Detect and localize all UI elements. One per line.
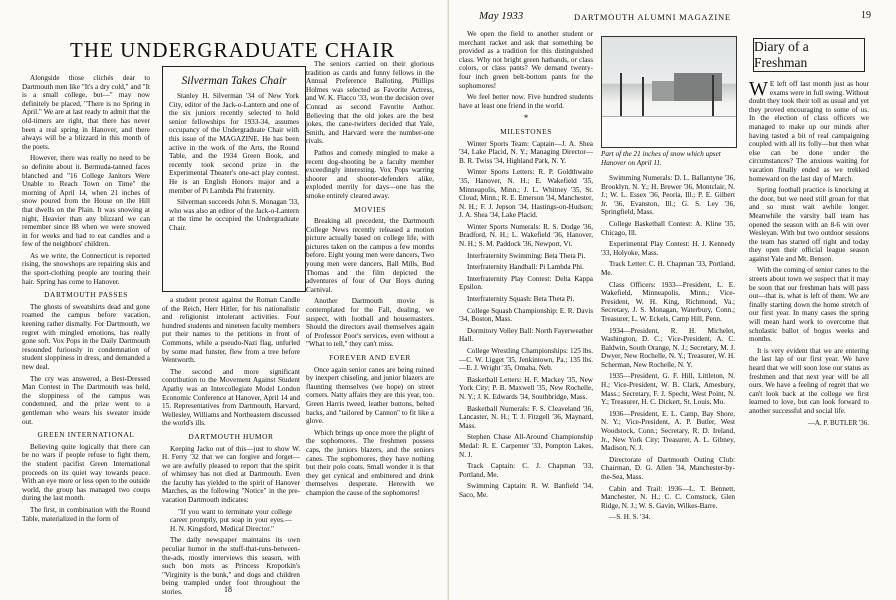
magazine-name: DARTMOUTH ALUMNI MAGAZINE bbox=[574, 12, 731, 22]
quote: "If you want to terminate your college career promptly, put soap in your eyes.—H. N. Kingsford, Medical Director." bbox=[170, 507, 292, 533]
snow-photo bbox=[601, 36, 737, 148]
list-item: Swimming Captain: R. W. Banfield '34, Saco, Me. bbox=[459, 482, 593, 499]
list-item: Cabin and Trail: 1936—L. T. Bennett, Manchester, N. H.; C. C. Comstock, Glen Ridge, N. J.; W. S. Gavin, Wilkes-Barre. bbox=[601, 484, 735, 510]
section-heading: FOREVER AND EVER bbox=[329, 353, 411, 362]
paragraph: Alongside those clichés dear to Dartmouth men like "It's a dry cold," and "It is a small college, but—" may now definitely be placed, "There is no Spring in April." We are at last ready to admit that the old-timers are right, that there has never been a real spring in Hanover, and there always will be a blizzard in this month of the poets. bbox=[22, 74, 150, 151]
list-item: Swimming Numerals: D. L. Ballantyne '36, Brooklyn, N. Y.; H. Brewer '36, Montclair, N. J.; W. L. Essex '36, Peoria, Ill.; P. E. Gilbert Jr. '36, Evanston, Ill.; G. S. Ley '36, Springfield, Mass. bbox=[601, 174, 735, 217]
list-item: 1935—President, G. F. Hill, Littleton, N. H.; Vice-President, W. B. Clark, Amesbury, Mass.; Secretary, F. J. Specht, West Point, N. Y.; Treasurer, H. C. Dickert, St. Louis, Mo. bbox=[601, 372, 735, 407]
list-item: Interfraternity Play Contest: Delta Kappa Epsilon. bbox=[459, 274, 593, 292]
list-item: College Basketball Contest: A. Kline '35, Chicago, Ill. bbox=[601, 219, 735, 237]
list-item: Winter Sports Team: Captain—J. A. Shea '34, Lake Placid, N. Y.; Managing Director—B. R. Twiss '34, Highland Park, N. Y. bbox=[459, 139, 593, 165]
paragraph-text: E left off last month just as hour exams were in full swing. Without doubt they took their toll as usual and yet they proved encouraging to some of us. In the election of class officers we managed to make up our minds after having tasted a bit of real campaigning coupled with all its folly—but then what else can be done under the circumstances? The anxious waiting for vacation finally ended as we trekked homeward on the last day of March. bbox=[749, 80, 869, 183]
list-item: Dormitory Volley Ball: North Fayerweather Hall. bbox=[459, 326, 593, 344]
paragraph: a student protest against the Roman Candle of the Reich, Herr Hitler, for his nationalistic and religionist intolerant activities. Four hundred students and nineteen faculty members put their names to the petitions in front of Commons, while a pseudo-Nazi flag, unfurled by some mad funster, flew from a tree before Wentworth. bbox=[162, 296, 300, 365]
section-heading: DARTMOUTH PASSES bbox=[44, 290, 128, 300]
milestones-list bbox=[459, 140, 593, 500]
right-column-3 bbox=[749, 80, 869, 427]
section-divider: * bbox=[523, 113, 529, 124]
paragraph: Spring football practice is knocking at the door, but we need still groan for that and so must wait awhile longer. Meanwhile the varsity ball team has opened the season with an 8-6 win over Wesleyan. With but two outdoor sessions the team has started off right and today they open their official league season against Yale and Mt. Benson. bbox=[749, 186, 869, 263]
drop-cap: W bbox=[749, 78, 768, 100]
paragraph: We open the field to another student or merchant racket and ask that something be provided as a tradition for this distinguished class. Why not bright green hatbands, or class colors, or class pants? We demand twenty-four inch green belt-bottom pants for the sophomores! bbox=[459, 30, 593, 90]
paragraph: Silverman succeeds John S. Monagan '33, who was also an editor of the Jack-o-Lantern at the time he occupied the Undergraduate Chair. bbox=[169, 198, 299, 232]
list-item: Interfraternity Swimming: Beta Theta Pi. bbox=[467, 251, 586, 260]
section-heading: MOVIES bbox=[354, 204, 386, 214]
paragraph: The seniors carried on their glorious tradition as cards and funny fellows in the Annual Preference Balloting. Phillips Holmes was selected as Favorite Actress, and W. K. Flacco '33, won the decision over Conrad as second Favorite Author. Believing that the old jokes are the best jokes, the cane-twirlers decided that Yale, Smith, and Harvard were the number-one rivals. bbox=[306, 60, 434, 146]
list-item: Winter Sports Letters: R. P. Goldthwaite '35, Hanover, N. H.; E. Wakefield '35, Minneapolis, Minn.; J. L. Whitney '35, St. Cloud, Minn.; R. E. Emerson '34, Manchester, N. H.; F. J. Jepson '34, Hastings-on-Hudson; J. A. Shea '34, Lake Placid. bbox=[459, 168, 593, 220]
paragraph: As we write, the Connecticut is reported rising, the snowshops are repairing skis and the sport-clothing people are touring their hair. Spring has come to Hanover. bbox=[22, 251, 150, 286]
silverman-box bbox=[162, 66, 306, 292]
list-item: Track Captain: C. J. Chapman '33, Portland, Me. bbox=[459, 462, 593, 479]
paragraph: Keeping Jacko out of this—just to show W. H. Ferry '32 that we can forgive and forget—we are awfully pleased to report that the spirit of whimsey has not died at Dartmouth. Even the faculty has yielded to the spirit of Hanover Marches, as the following "Notice" in the pre-vacation Dartmouth indicates: bbox=[162, 444, 300, 505]
paragraph: However, there was really no need to be so definite about it. Bermuda-tanned faces blanched and "16 College Janitors Were Unable to Reach Town on Time" the morning of April 14, when 21 inches of snow poured from the House on the Hill that dwells on the Plain. It was snowing at night, Heavier than any blizzard we can remember since 88 when we were snowed in for weeks and had to eat candles and a few of the neighbors' children. bbox=[22, 154, 150, 249]
page-number: 19 bbox=[861, 10, 871, 21]
list-item: Stephen Chase All-Around Championship Medal: R. E. Carpenter '33, Pompton Lakes, N. J. bbox=[459, 433, 593, 459]
left-column-3 bbox=[306, 60, 434, 501]
box-heading: Silverman Takes Chair bbox=[181, 75, 287, 87]
right-column-2 bbox=[601, 174, 735, 525]
left-column-2 bbox=[162, 296, 300, 600]
list-item: Interfraternity Handball: Pi Lambda Phi. bbox=[467, 263, 584, 272]
section-heading: DARTMOUTH HUMOR bbox=[188, 431, 274, 441]
list-item: Basketball Numerals: F. S. Cleaveland '36, Lancaster, N. H.; T. J. Fitzgell '36, Maynard, Mass. bbox=[459, 404, 593, 430]
page-title: THE UNDERGRADUATE CHAIR bbox=[70, 38, 396, 62]
photo-caption: Part of the 21 inches of snow which upset Hanover on April 11. bbox=[601, 150, 721, 167]
list-item: Basketball Letters: H. F. Mackey '35, New York City; P. B. Maxwell '35, New Rochelle, N. Y.; J. K. Edwards '34, Southbridge, Mass. bbox=[459, 375, 593, 401]
paragraph bbox=[749, 80, 869, 183]
list-item: 1936—President, E. L. Camp, Bay Shore, N. Y.; Vice-President, A. P. Butler, West Woodstock, Conn.; Secretary, R. D. Ireland, Jr., New York City; Treasurer, A. L. Gibney, Madison, N. J. bbox=[601, 409, 735, 453]
paragraph: Breaking all precedent, the Dartmouth College News recently released a motion picture actually based on college life, with pictures taken on the campus a few months before. Eight young men were dancers, Two young men were dancers, Ball Mills, Bud Thomas and the film depicted the adventures of four of Our Boys during Carnival. bbox=[306, 217, 434, 294]
paragraph: We feel better now. Five hundred students have at least one friend in the world. bbox=[459, 93, 593, 110]
list-item: Directorate of Dartmouth Outing Club: Chairman, D. G. Allen '34, Manchester-by-the-Sea, Mass. bbox=[601, 455, 735, 481]
milestones-continued bbox=[601, 174, 735, 522]
paragraph: Stanley H. Silverman '34 of New York City, editor of the Jack-o-Lantern and one of the six juniors recently selected to hold senior fellowships for 1933-34, assumes occupancy of the Undergraduate Chair with this issue of the MAGAZINE. He has been active in the work of the Arts, the Round Table, and the 1934 Green Book, and recently took second prize in the Experimental Theater's one-act play contest. He is an English Honors major and a member of Pi Lambda Phi fraternity. bbox=[169, 92, 299, 195]
paragraph: Which brings up once more the plight of the sophomores. The freshmen possess caps, the juniors blazers, and the seniors canes. The sophomores, they have nothing but their polo coats. Small wonder it is that they get cynical and embittered and drink themselves desperate. Herewith we champion the cause of the sophomores! bbox=[306, 428, 434, 497]
issue-date: May 1933 bbox=[479, 10, 524, 22]
paragraph: The first, in combination with the Round Table, materialized in the form of bbox=[22, 505, 150, 523]
paragraph: With the coming of senior canes to the streets about town we suspect that it may be soon that our freshman hats will pass out—that is, what is left of them. We are finally starting down the home stretch of our first year. In many cases the spring will mean hard work to overcome that scholastic ballot of bogus weeks and months. bbox=[749, 266, 869, 344]
section-heading: MILESTONES bbox=[500, 126, 552, 136]
paragraph: The second and more significant contribution to the Movement Against Student Apathy was an Intercollegiate Model London Economic Conference at Hanover, April 14 and 15. Representatives from Dartmouth, Harvard, Wellesley, Williams and Northeastern discussed the world's ills. bbox=[162, 367, 300, 428]
page-number: 18 bbox=[224, 585, 232, 594]
list-item: 1934—President, R. H. Michelet, Washington, D. C.; Vice-President, A. C. Baldwin, South Orange, N. J.; Secretary, M. J. Dwyer, New Rochelle, N. Y.; Treasurer, W. H. Scherman, New Rochelle, N. Y. bbox=[601, 326, 735, 369]
box-body bbox=[169, 92, 299, 233]
section-heading: GREEN INTERNATIONAL bbox=[37, 430, 135, 440]
paragraph: The daily newspaper maintains its own peculiar humor in the stuff-that-runs-between-the-ads, mostly interviews this season, with such bon mots as Princess Kropotkin's "Virginity is the bunk," and dogs and children being trampled under foot throughout the stories. bbox=[162, 536, 300, 596]
paragraph: The cry was answered, a Best-Dressed Man Contest in The Dartmouth was held, the sloppiness of the campus was condemned, and the prize went to a gentleman who wears his sweater inside out. bbox=[22, 374, 150, 426]
list-item: Track Letter: C. H. Chapman '33, Portland, Me. bbox=[601, 260, 735, 277]
paragraph: Another Dartmouth movie is contemplated for the Fall, dealing, we suspect, with football and housemasters. Should the directors avail themselves again of Professor Poor's services, even without a "What to tell," they can't miss. bbox=[306, 297, 434, 349]
paragraph: The ghosts of sweatshirts dead and gone roamed the campus before vacation, keening rather dismally. For Dartmouth, we regret with mingled emotions, has really gone soft. Vox Pops in the Daily Dartmouth resounded furiously in condemnation of student sloppiness in dress, and demanded a new deal. bbox=[22, 302, 150, 371]
diary-title-box bbox=[753, 38, 865, 72]
snow-ground bbox=[602, 116, 736, 147]
right-page bbox=[448, 0, 896, 600]
list-item: Winter Sports Numerals: R. S. Dodge '36, Bradford, N. H.; L. Wakefield '36, Hanover, N. H.; S. M. Paddock '36, Newport, Vt. bbox=[459, 222, 593, 249]
paragraph: Believing quite logically that there can be no wars if people refuse to fight them, the student pacifist Green International proceeds on its quiet way towards peace. With an eye more or less open to the outside world, the group has managed two coups during the last month. bbox=[22, 442, 150, 503]
left-column-1 bbox=[22, 74, 150, 526]
paragraph: Pathos and comedy mingled to make a recent dog-shooting be a faculty member exceedingly interesting. Vox Pops warring shooter and shooter-defenders alike, exploded merrily for days—one has the smoke entirely cleared away. bbox=[306, 148, 434, 200]
diary-title: Diary of a Freshman bbox=[754, 39, 809, 70]
running-header bbox=[479, 8, 871, 24]
paragraph: It is very evident that we are entering the last lap of our first year. We have heard that we will soon lose our status as freshmen and that next year will be all ours. We have a feeling of regret that we can't look back at the college we first learned to love, but can look forward to another successful and social life. bbox=[749, 346, 869, 415]
list-item: College Wrestling Championships: 125 lbs.—C. W. Ligget '35, Jenkintown, Pa.; 135 lbs.—E. J. Wright '35, Omaha, Neb. bbox=[459, 347, 593, 373]
paragraph: Once again senior canes are being ruined by inexpert chiseling, and junior blazers are flaunting themselves (we hope) on street corners. Natty affairs they are this year, too. Green Harris tweed, leather buttons, belted backs, and "tailored by Cannon" to fit like a glove. bbox=[306, 365, 434, 426]
list-item: —S. H. S. '34. bbox=[609, 513, 651, 522]
diary-signature: —A. P. BUTLER '36. bbox=[807, 418, 869, 427]
list-item: Experimental Play Contest: H. J. Kennedy '33, Holyoke, Mass. bbox=[601, 240, 735, 257]
list-item: Interfraternity Squash: Beta Theta Pi. bbox=[467, 295, 575, 304]
list-item: College Squash Championship: E. R. Davis '34, Boston, Mass. bbox=[459, 306, 593, 324]
list-item: Class Officers: 1933—President, L. E. Wakefield, Minneapolis, Minn.; Vice-President, W. H. King, Richmond, Va.; Secretary, J. S. Monagan, Waterbury, Conn.; Treasurer, L. W. Eckels, Camp Hill, Penn. bbox=[601, 280, 735, 323]
right-column-1 bbox=[459, 30, 593, 503]
building-shape bbox=[674, 73, 722, 101]
